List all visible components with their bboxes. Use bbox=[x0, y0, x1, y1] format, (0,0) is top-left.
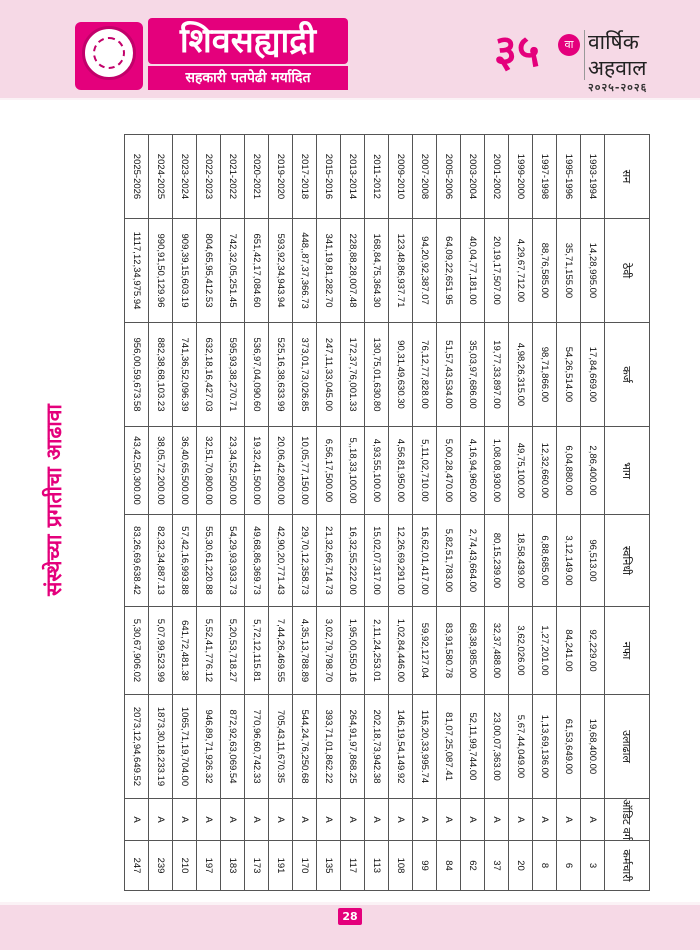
table-cell: 51,57,43,534.00 bbox=[437, 323, 461, 427]
table-cell: A bbox=[149, 799, 173, 841]
table-cell: 29,70,12,358.73 bbox=[293, 515, 317, 607]
divider bbox=[584, 30, 585, 80]
table-cell: 37 bbox=[485, 841, 509, 891]
table-cell: 6,04,880.00 bbox=[557, 427, 581, 515]
table-cell: 62 bbox=[461, 841, 485, 891]
report-year: २०२५-२०२६ bbox=[588, 81, 648, 94]
table-cell: 5,67,44,049.00 bbox=[509, 695, 533, 799]
column-header: सन bbox=[605, 135, 650, 219]
table-cell: 116,20,33,995.74 bbox=[413, 695, 437, 799]
table-cell: A bbox=[485, 799, 509, 841]
table-cell: 84,241.00 bbox=[557, 607, 581, 695]
table-cell: 705,43,11,670.35 bbox=[269, 695, 293, 799]
table-cell: 20,06,42,800.00 bbox=[269, 427, 293, 515]
table-cell: A bbox=[197, 799, 221, 841]
table-cell: 90,31,49,630.30 bbox=[389, 323, 413, 427]
table-cell: 16,62,01,417.00 bbox=[413, 515, 437, 607]
table-cell: 43,42,50,300.00 bbox=[125, 427, 149, 515]
table-cell: 1065,71,19,704.00 bbox=[173, 695, 197, 799]
table-cell: 2009-2010 bbox=[389, 135, 413, 219]
table-cell: 168,84,75,364.30 bbox=[365, 219, 389, 323]
table-cell: 5,11,02,710.00 bbox=[413, 427, 437, 515]
table-cell: 2005-2006 bbox=[437, 135, 461, 219]
table-cell: 239 bbox=[149, 841, 173, 891]
table-cell: 19,32,41,500.00 bbox=[245, 427, 269, 515]
table-row bbox=[557, 135, 581, 891]
table-cell: 173 bbox=[245, 841, 269, 891]
table-cell: 20 bbox=[509, 841, 533, 891]
table-cell: 2011-2012 bbox=[365, 135, 389, 219]
table-cell: 2003-2004 bbox=[461, 135, 485, 219]
table-row bbox=[365, 135, 389, 891]
table-cell: 18,58,439.00 bbox=[509, 515, 533, 607]
table-cell: 8 bbox=[533, 841, 557, 891]
table-cell: 2007-2008 bbox=[413, 135, 437, 219]
table-header-row bbox=[605, 135, 650, 891]
table-cell: 536,97,04,090.60 bbox=[245, 323, 269, 427]
table-cell: 55,30,61,220.88 bbox=[197, 515, 221, 607]
table-cell: 2015-2016 bbox=[317, 135, 341, 219]
table-cell: 35,71,155.00 bbox=[557, 219, 581, 323]
table-cell: 94,20,92,387.07 bbox=[413, 219, 437, 323]
table-cell: 341,19,81,282.70 bbox=[317, 219, 341, 323]
table-cell: 1999-2000 bbox=[509, 135, 533, 219]
table-row bbox=[509, 135, 533, 891]
table-cell: 57,42,16,993.88 bbox=[173, 515, 197, 607]
table-cell: 1,08,08,930.00 bbox=[485, 427, 509, 515]
table-cell: 1,95,00,550.16 bbox=[341, 607, 365, 695]
table-cell: 228,88,28,007.48 bbox=[341, 219, 365, 323]
table-cell: 5,82,51,783.00 bbox=[437, 515, 461, 607]
table-cell: 2,11,24,253.01 bbox=[365, 607, 389, 695]
table-cell: 170 bbox=[293, 841, 317, 891]
column-header: कर्मचारी bbox=[605, 841, 650, 891]
table-cell: 36,40,65,500.00 bbox=[173, 427, 197, 515]
table-cell: 544,24,76,250.68 bbox=[293, 695, 317, 799]
table-cell: 595,93,38,270.71 bbox=[221, 323, 245, 427]
table-cell: 4,16,94,960.00 bbox=[461, 427, 485, 515]
table-cell: 49,75,100.00 bbox=[509, 427, 533, 515]
brand-subtitle: सहकारी पतपेढी मर्यादित bbox=[148, 66, 348, 90]
table-cell: A bbox=[341, 799, 365, 841]
table-cell: 19,68,400.00 bbox=[581, 695, 605, 799]
table-cell: 804,65,95,412.53 bbox=[197, 219, 221, 323]
table-row bbox=[581, 135, 605, 891]
table-cell: 59,92,127.04 bbox=[413, 607, 437, 695]
table-body bbox=[125, 135, 605, 891]
annual-report-badge bbox=[494, 24, 684, 96]
table-cell: 12,32,660.00 bbox=[533, 427, 557, 515]
table-cell: 83,91,580.78 bbox=[437, 607, 461, 695]
table-cell: 16,32,55,222.00 bbox=[341, 515, 365, 607]
column-header: ठेवी bbox=[605, 219, 650, 323]
table-cell: 264,91,97,868.25 bbox=[341, 695, 365, 799]
table-cell: A bbox=[581, 799, 605, 841]
table-cell: 4,98,26,315.00 bbox=[509, 323, 533, 427]
table-cell: 2019-2020 bbox=[269, 135, 293, 219]
column-header: उलाढाल bbox=[605, 695, 650, 799]
table-row bbox=[221, 135, 245, 891]
table-cell: 1995-1996 bbox=[557, 135, 581, 219]
table-cell: 2073,12,94,649.52 bbox=[125, 695, 149, 799]
report-title-line2: अहवाल bbox=[588, 56, 647, 80]
table-cell: 770,96,60,742.33 bbox=[245, 695, 269, 799]
table-cell: 64,09,22,651.95 bbox=[437, 219, 461, 323]
table-cell: A bbox=[413, 799, 437, 841]
table-cell: 1873,30,18,233.19 bbox=[149, 695, 173, 799]
table-cell: 20,19,17,507.00 bbox=[485, 219, 509, 323]
table-cell: A bbox=[365, 799, 389, 841]
table-cell: 146,19,54,149.92 bbox=[389, 695, 413, 799]
table-cell: 12,26,69,291.00 bbox=[389, 515, 413, 607]
table-cell: 14,28,995.00 bbox=[581, 219, 605, 323]
table-cell: 641,72,481.38 bbox=[173, 607, 197, 695]
table-cell: 135 bbox=[317, 841, 341, 891]
table-cell: 61,53,649.00 bbox=[557, 695, 581, 799]
column-header: स्वनिधी bbox=[605, 515, 650, 607]
table-cell: 197 bbox=[197, 841, 221, 891]
column-header: नफा bbox=[605, 607, 650, 695]
table-cell: 3,62,026.00 bbox=[509, 607, 533, 695]
table-cell: 6,88,685.00 bbox=[533, 515, 557, 607]
anniversary-suffix: वा bbox=[558, 34, 580, 56]
table-cell: 1997-1998 bbox=[533, 135, 557, 219]
table-cell: 23,34,52,500.00 bbox=[221, 427, 245, 515]
table-cell: A bbox=[293, 799, 317, 841]
anniversary-number: ३५ bbox=[494, 26, 540, 77]
table-cell: 68,38,985.00 bbox=[461, 607, 485, 695]
table-cell: 49,68,86,369.73 bbox=[245, 515, 269, 607]
table-cell: 113 bbox=[365, 841, 389, 891]
table-cell: 2,74,43,664.00 bbox=[461, 515, 485, 607]
table-cell: 1,02,84,446.00 bbox=[389, 607, 413, 695]
table-cell: 3,12,149.00 bbox=[557, 515, 581, 607]
table-cell: 4,29,67,712.00 bbox=[509, 219, 533, 323]
table-cell: 21,32,66,714.73 bbox=[317, 515, 341, 607]
table-cell: 2022-2023 bbox=[197, 135, 221, 219]
column-header: कर्ज bbox=[605, 323, 650, 427]
table-row bbox=[413, 135, 437, 891]
table-cell: A bbox=[509, 799, 533, 841]
table-cell: 52,11,99,744.00 bbox=[461, 695, 485, 799]
table-cell: 54,26,514.00 bbox=[557, 323, 581, 427]
table-cell: 5,,18,33,100.00 bbox=[341, 427, 365, 515]
table-cell: 4,93,55,100.00 bbox=[365, 427, 389, 515]
table-cell: 99 bbox=[413, 841, 437, 891]
table-cell: 3 bbox=[581, 841, 605, 891]
table-cell: A bbox=[125, 799, 149, 841]
table-cell: 6 bbox=[557, 841, 581, 891]
table-cell: 7,44,26,469.55 bbox=[269, 607, 293, 695]
table-cell: 191 bbox=[269, 841, 293, 891]
table-row bbox=[293, 135, 317, 891]
table-cell: A bbox=[269, 799, 293, 841]
table-cell: 92,229.00 bbox=[581, 607, 605, 695]
table-cell: 2025-2026 bbox=[125, 135, 149, 219]
table-cell: 632,18,16,427.03 bbox=[197, 323, 221, 427]
table-cell: 2020-2021 bbox=[245, 135, 269, 219]
table-cell: 651,42,17,084.60 bbox=[245, 219, 269, 323]
table-cell: 742,32,05,251.45 bbox=[221, 219, 245, 323]
table-cell: 1993-1994 bbox=[581, 135, 605, 219]
table-cell: 88,76,585.00 bbox=[533, 219, 557, 323]
table-cell: A bbox=[461, 799, 485, 841]
table-row bbox=[461, 135, 485, 891]
table-row bbox=[269, 135, 293, 891]
table-cell: A bbox=[437, 799, 461, 841]
table-row bbox=[197, 135, 221, 891]
table-cell: 909,39,15,603.19 bbox=[173, 219, 197, 323]
table-cell: 4,56,81,950.00 bbox=[389, 427, 413, 515]
table-cell: 5,30,67,906.02 bbox=[125, 607, 149, 695]
table-cell: 108 bbox=[389, 841, 413, 891]
table-cell: 98,71,866.00 bbox=[533, 323, 557, 427]
table-cell: 593,92,34,943.94 bbox=[269, 219, 293, 323]
table-cell: 10,05,77,150.00 bbox=[293, 427, 317, 515]
table-cell: 4,35,13,788.89 bbox=[293, 607, 317, 695]
table-row bbox=[341, 135, 365, 891]
table-cell: 172,37,76,001.33 bbox=[341, 323, 365, 427]
table-cell: 2001-2002 bbox=[485, 135, 509, 219]
table-cell: 247 bbox=[125, 841, 149, 891]
table-row bbox=[317, 135, 341, 891]
table-row bbox=[533, 135, 557, 891]
table-cell: A bbox=[317, 799, 341, 841]
table-cell: 2013-2014 bbox=[341, 135, 365, 219]
table-cell: A bbox=[245, 799, 269, 841]
table-cell: 1117,12,34,975.94 bbox=[125, 219, 149, 323]
table-cell: 2023-2024 bbox=[173, 135, 197, 219]
table-row bbox=[437, 135, 461, 891]
table-cell: 956,00,59,673.58 bbox=[125, 323, 149, 427]
table-row bbox=[245, 135, 269, 891]
table-row bbox=[149, 135, 173, 891]
table-cell: 2017-2018 bbox=[293, 135, 317, 219]
table-cell: 76,12,77,828.00 bbox=[413, 323, 437, 427]
table-cell: 96,513.00 bbox=[581, 515, 605, 607]
table-cell: 80,15,239.00 bbox=[485, 515, 509, 607]
table-cell: A bbox=[221, 799, 245, 841]
table-cell: 872,92,63,069.54 bbox=[221, 695, 245, 799]
table-cell: 373,01,73,026.85 bbox=[293, 323, 317, 427]
table-cell: 5,07,99,523.99 bbox=[149, 607, 173, 695]
table-cell: 54,29,93,933.73 bbox=[221, 515, 245, 607]
report-title-line1: वार्षिक bbox=[588, 30, 639, 54]
table-cell: 2021-2022 bbox=[221, 135, 245, 219]
table-cell: 83,26,69,638.42 bbox=[125, 515, 149, 607]
table-cell: 35,03,97,686.00 bbox=[461, 323, 485, 427]
table-cell: A bbox=[533, 799, 557, 841]
brand-name: शिवसह्याद्री bbox=[148, 18, 348, 64]
table-cell: 38,05,72,200.00 bbox=[149, 427, 173, 515]
table-cell: 40,04,77,181.00 bbox=[461, 219, 485, 323]
table-row bbox=[485, 135, 509, 891]
table-row bbox=[389, 135, 413, 891]
table-cell: 183 bbox=[221, 841, 245, 891]
table-cell: 202,18,73,942.38 bbox=[365, 695, 389, 799]
table-cell: 32,37,488.00 bbox=[485, 607, 509, 695]
page-title: संस्थेच्या प्रगतीचा आढावा bbox=[42, 404, 66, 596]
table-cell: 123,48,86,937.71 bbox=[389, 219, 413, 323]
table-cell: 5,20,53,718.27 bbox=[221, 607, 245, 695]
table-cell: A bbox=[173, 799, 197, 841]
table-cell: 19,77,33,897.00 bbox=[485, 323, 509, 427]
table-cell: 6,56,17,500.00 bbox=[317, 427, 341, 515]
table-cell: 3,02,79,798.70 bbox=[317, 607, 341, 695]
table-cell: 1,27,201.00 bbox=[533, 607, 557, 695]
table-cell: 42,90,20,771.43 bbox=[269, 515, 293, 607]
table-cell: 84 bbox=[437, 841, 461, 891]
table-cell: 1,13,69,136.00 bbox=[533, 695, 557, 799]
table-cell: 15,02,07,317.00 bbox=[365, 515, 389, 607]
column-header: ऑडिट वर्ग bbox=[605, 799, 650, 841]
progress-table bbox=[124, 134, 650, 891]
table-cell: 741,36,52,096.39 bbox=[173, 323, 197, 427]
table-cell: 17,84,669.00 bbox=[581, 323, 605, 427]
table-cell: 448,,87,37,366.73 bbox=[293, 219, 317, 323]
table-cell: 2024-2025 bbox=[149, 135, 173, 219]
table-cell: 32,51,70,800.00 bbox=[197, 427, 221, 515]
page-number: 28 bbox=[338, 908, 362, 925]
table-row bbox=[173, 135, 197, 891]
table-cell: 130,75,01,630.80 bbox=[365, 323, 389, 427]
column-header: भाग bbox=[605, 427, 650, 515]
table-cell: 23,00,07,363.00 bbox=[485, 695, 509, 799]
table-cell: 81,07,25,087.41 bbox=[437, 695, 461, 799]
table-cell: A bbox=[389, 799, 413, 841]
table-cell: 525,16,38,633.99 bbox=[269, 323, 293, 427]
table-cell: 5,52,41,776.12 bbox=[197, 607, 221, 695]
table-cell: 247,11,33,045.00 bbox=[317, 323, 341, 427]
table-cell: 882,38,68,103.23 bbox=[149, 323, 173, 427]
table-cell: 393,71,01,862.22 bbox=[317, 695, 341, 799]
logo-seal-icon bbox=[82, 26, 136, 80]
table-cell: 2,86,400.00 bbox=[581, 427, 605, 515]
table-cell: 5,72,12,115.81 bbox=[245, 607, 269, 695]
table-cell: 210 bbox=[173, 841, 197, 891]
table-cell: A bbox=[557, 799, 581, 841]
table-cell: 117 bbox=[341, 841, 365, 891]
table-cell: 5,00,28,470.00 bbox=[437, 427, 461, 515]
table-cell: 82,32,34,887.13 bbox=[149, 515, 173, 607]
table-cell: 990,91,50,129.96 bbox=[149, 219, 173, 323]
table-cell: 946,89,71,926.32 bbox=[197, 695, 221, 799]
table-row bbox=[125, 135, 149, 891]
